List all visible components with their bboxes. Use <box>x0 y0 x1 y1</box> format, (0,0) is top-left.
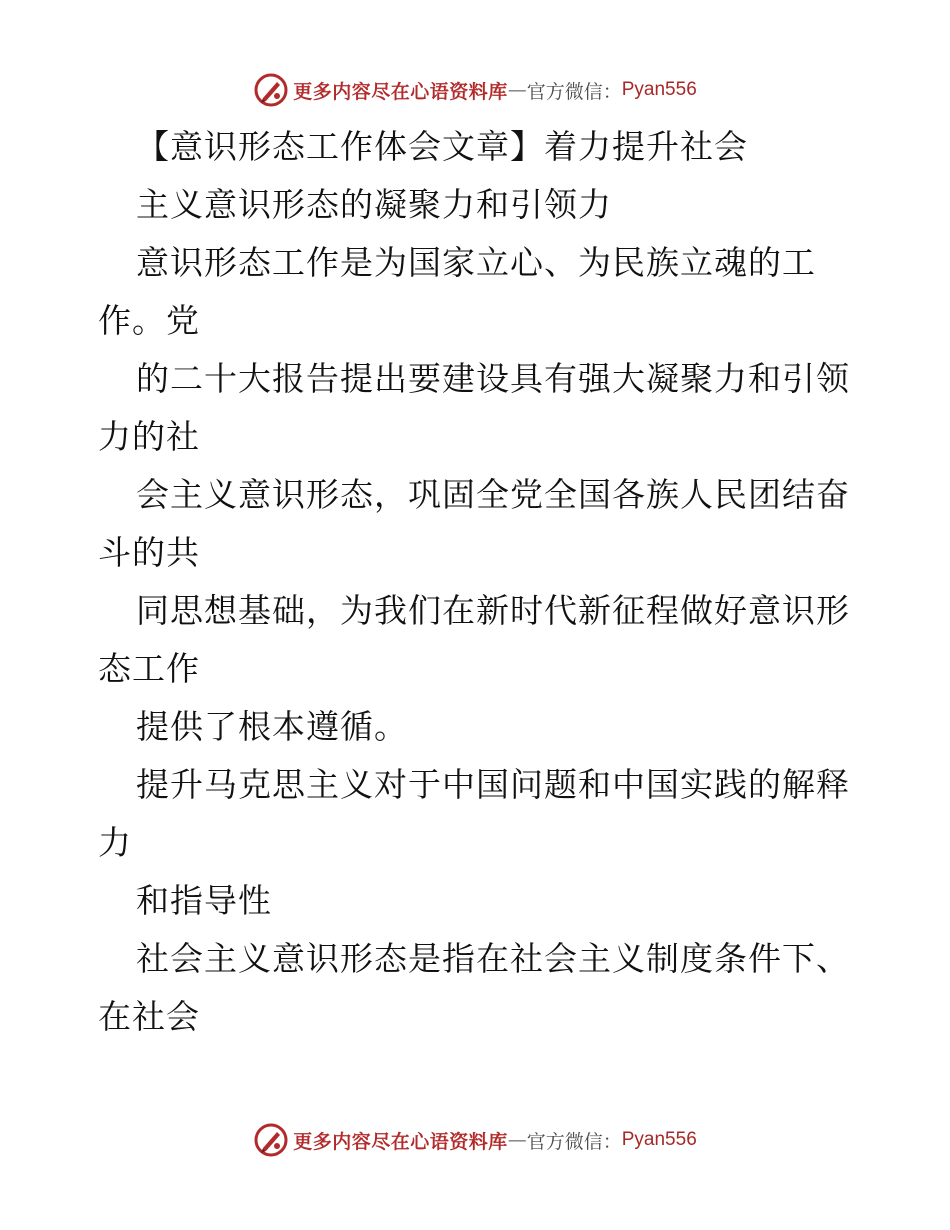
text-line: 同思想基础，为我们在新时代新征程做好意识形 <box>136 591 850 630</box>
text-line: 提升马克思主义对于中国问题和中国实践的解释 <box>136 765 850 804</box>
text-line: 力的社 <box>98 417 200 456</box>
header-watermark <box>0 70 950 110</box>
text-line: 社会主义意识形态是指在社会主义制度条件下、 <box>136 939 850 978</box>
text-line: 的二十大报告提出要建设具有强大凝聚力和引领 <box>136 359 850 398</box>
watermark-main-text: 更多内容尽在心语资料库 <box>293 80 508 103</box>
pen-seal-logo-icon <box>253 1122 289 1158</box>
text-line: 斗的共 <box>98 533 200 572</box>
text-line: 和指导性 <box>136 881 272 920</box>
text-line: 【意识形态工作体会文章】着力提升社会 <box>136 127 748 166</box>
watermark-label: 官方微信： <box>526 80 622 103</box>
watermark-dash: — <box>507 79 527 101</box>
document-body <box>98 118 858 1046</box>
watermark-code: Pyan556 <box>621 1129 697 1150</box>
watermark-code: Pyan556 <box>621 79 697 100</box>
watermark-label: 官方微信： <box>526 1130 622 1153</box>
text-line: 力 <box>98 823 132 862</box>
text-line: 提供了根本遵循。 <box>136 707 408 746</box>
text-line: 意识形态工作是为国家立心、为民族立魂的工 <box>136 243 816 282</box>
watermark-main-text: 更多内容尽在心语资料库 <box>293 1130 508 1153</box>
watermark-dash: — <box>507 1129 527 1151</box>
text-line: 态工作 <box>98 649 200 688</box>
text-line: 主义意识形态的凝聚力和引领力 <box>136 185 612 224</box>
text-line: 会主义意识形态，巩固全党全国各族人民团结奋 <box>136 475 850 514</box>
text-line: 在社会 <box>98 997 200 1036</box>
pen-seal-logo-icon <box>253 72 289 108</box>
footer-watermark <box>0 1120 950 1160</box>
text-line: 作。党 <box>98 301 200 340</box>
